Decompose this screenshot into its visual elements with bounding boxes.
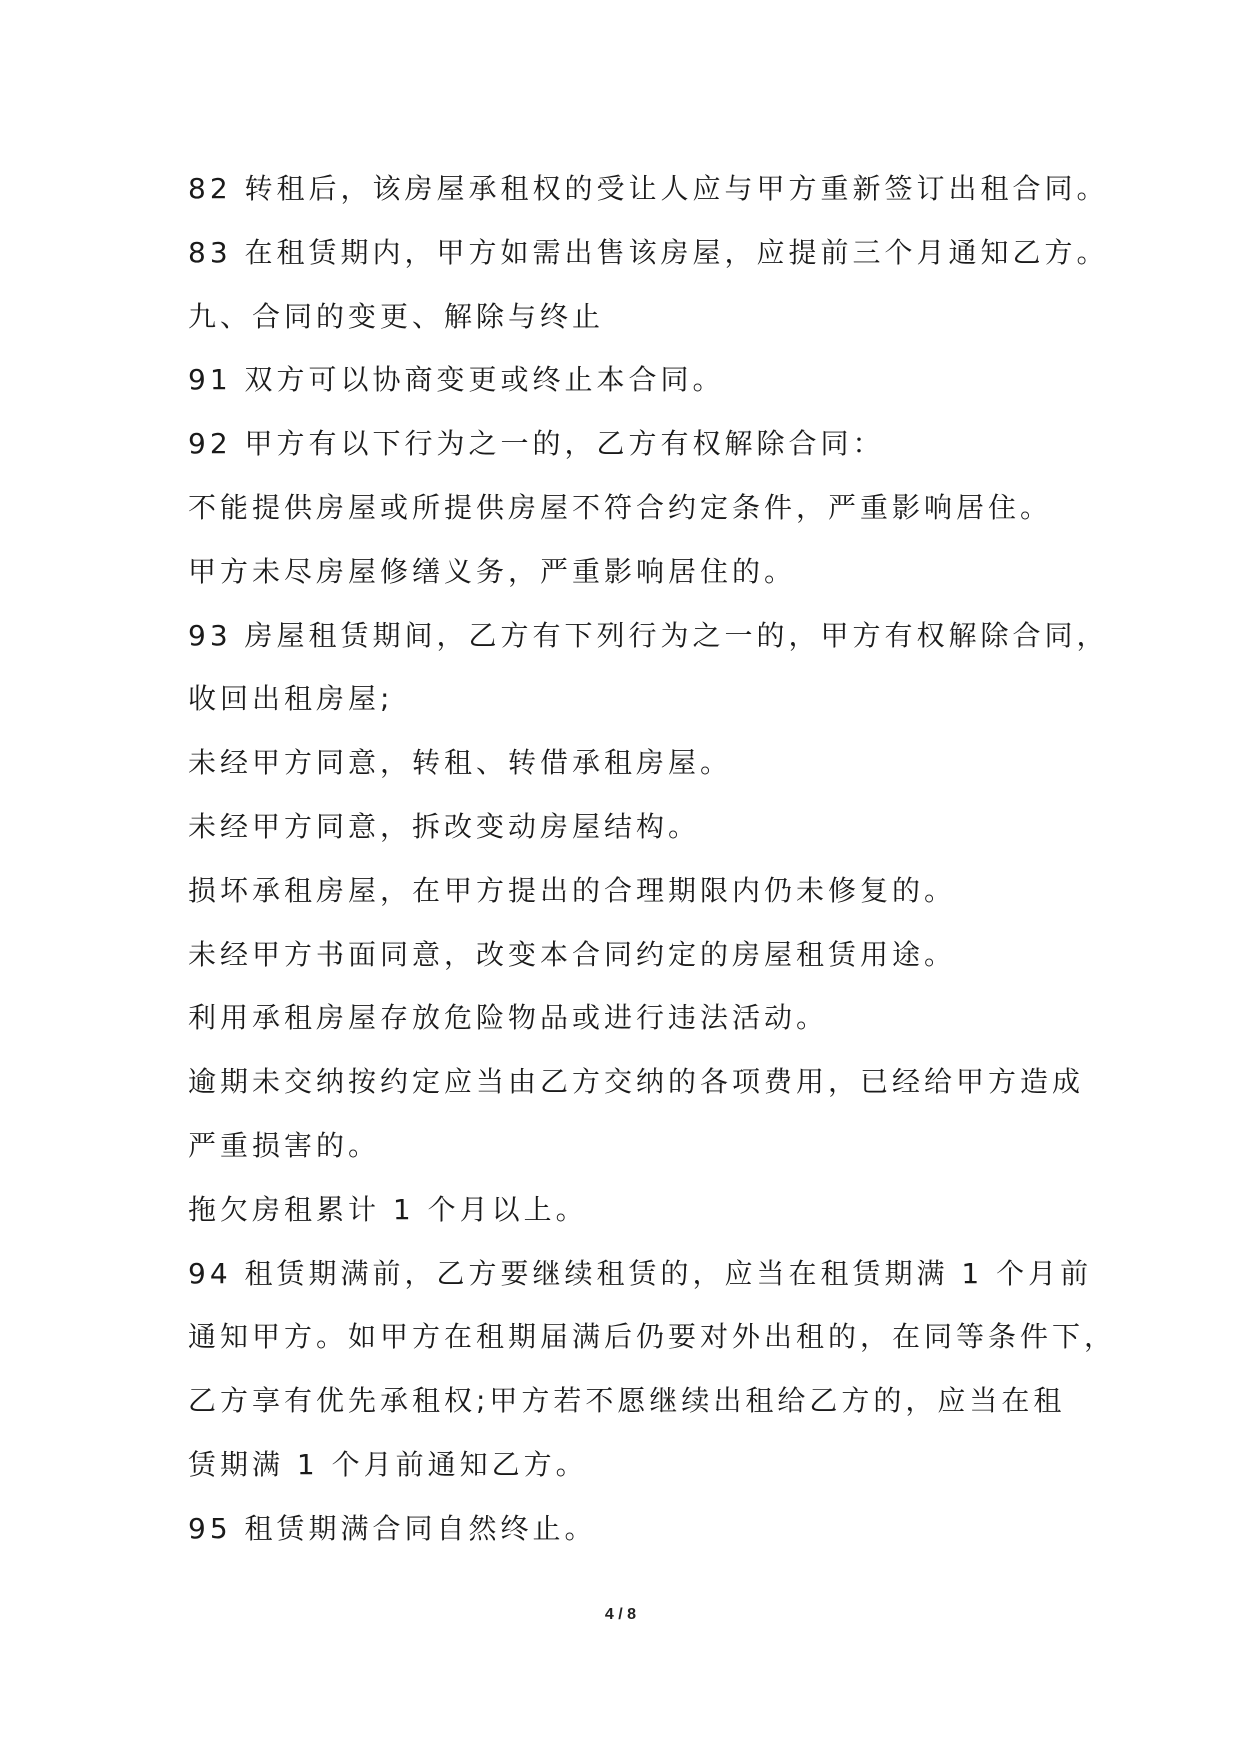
text-line: 逾期未交纳按约定应当由乙方交纳的各项费用，已经给甲方造成 xyxy=(188,1065,1085,1099)
page-number: 4 / 8 xyxy=(604,1606,637,1623)
text-line: 乙方享有优先承租权;甲方若不愿继续出租给乙方的，应当在租 xyxy=(188,1384,1066,1418)
text-line: 92 甲方有以下行为之一的，乙方有权解除合同： xyxy=(188,427,885,461)
text-line: 拖欠房租累计 1 个月以上。 xyxy=(188,1192,588,1226)
text-line: 利用承租房屋存放危险物品或进行违法活动。 xyxy=(188,1001,829,1035)
text-line: 通知甲方。如甲方在租期届满后仍要对外出租的，在同等条件下， xyxy=(188,1320,1117,1354)
text-line: 91 双方可以协商变更或终止本合同。 xyxy=(188,363,725,397)
text-line: 损坏承租房屋，在甲方提出的合理期限内仍未修复的。 xyxy=(188,873,957,907)
text-line: 95 租赁期满合同自然终止。 xyxy=(188,1511,597,1545)
text-line: 赁期满 1 个月前通知乙方。 xyxy=(188,1447,588,1481)
text-line: 不能提供房屋或所提供房屋不符合约定条件，严重影响居住。 xyxy=(188,490,1053,524)
text-line: 83 在租赁期内，甲方如需出售该房屋，应提前三个月通知乙方。 xyxy=(188,235,1109,269)
text-line: 收回出租房屋; xyxy=(188,682,394,716)
text-line: 九、合同的变更、解除与终止 xyxy=(188,299,605,333)
text-line: 未经甲方同意，转租、转借承租房屋。 xyxy=(188,746,733,780)
text-line: 严重损害的。 xyxy=(188,1128,381,1162)
text-line: 甲方未尽房屋修缮义务，严重影响居住的。 xyxy=(188,554,797,588)
text-line: 未经甲方同意，拆改变动房屋结构。 xyxy=(188,809,701,843)
document-body xyxy=(188,157,1117,1561)
text-line: 93 房屋租赁期间，乙方有下列行为之一的，甲方有权解除合同， xyxy=(188,618,1109,652)
text-line: 82 转租后，该房屋承租权的受让人应与甲方重新签订出租合同。 xyxy=(188,172,1109,205)
text-line: 94 租赁期满前，乙方要继续租赁的，应当在租赁期满 1 个月前 xyxy=(188,1256,1093,1290)
text-line: 未经甲方书面同意，改变本合同约定的房屋租赁用途。 xyxy=(188,937,957,971)
